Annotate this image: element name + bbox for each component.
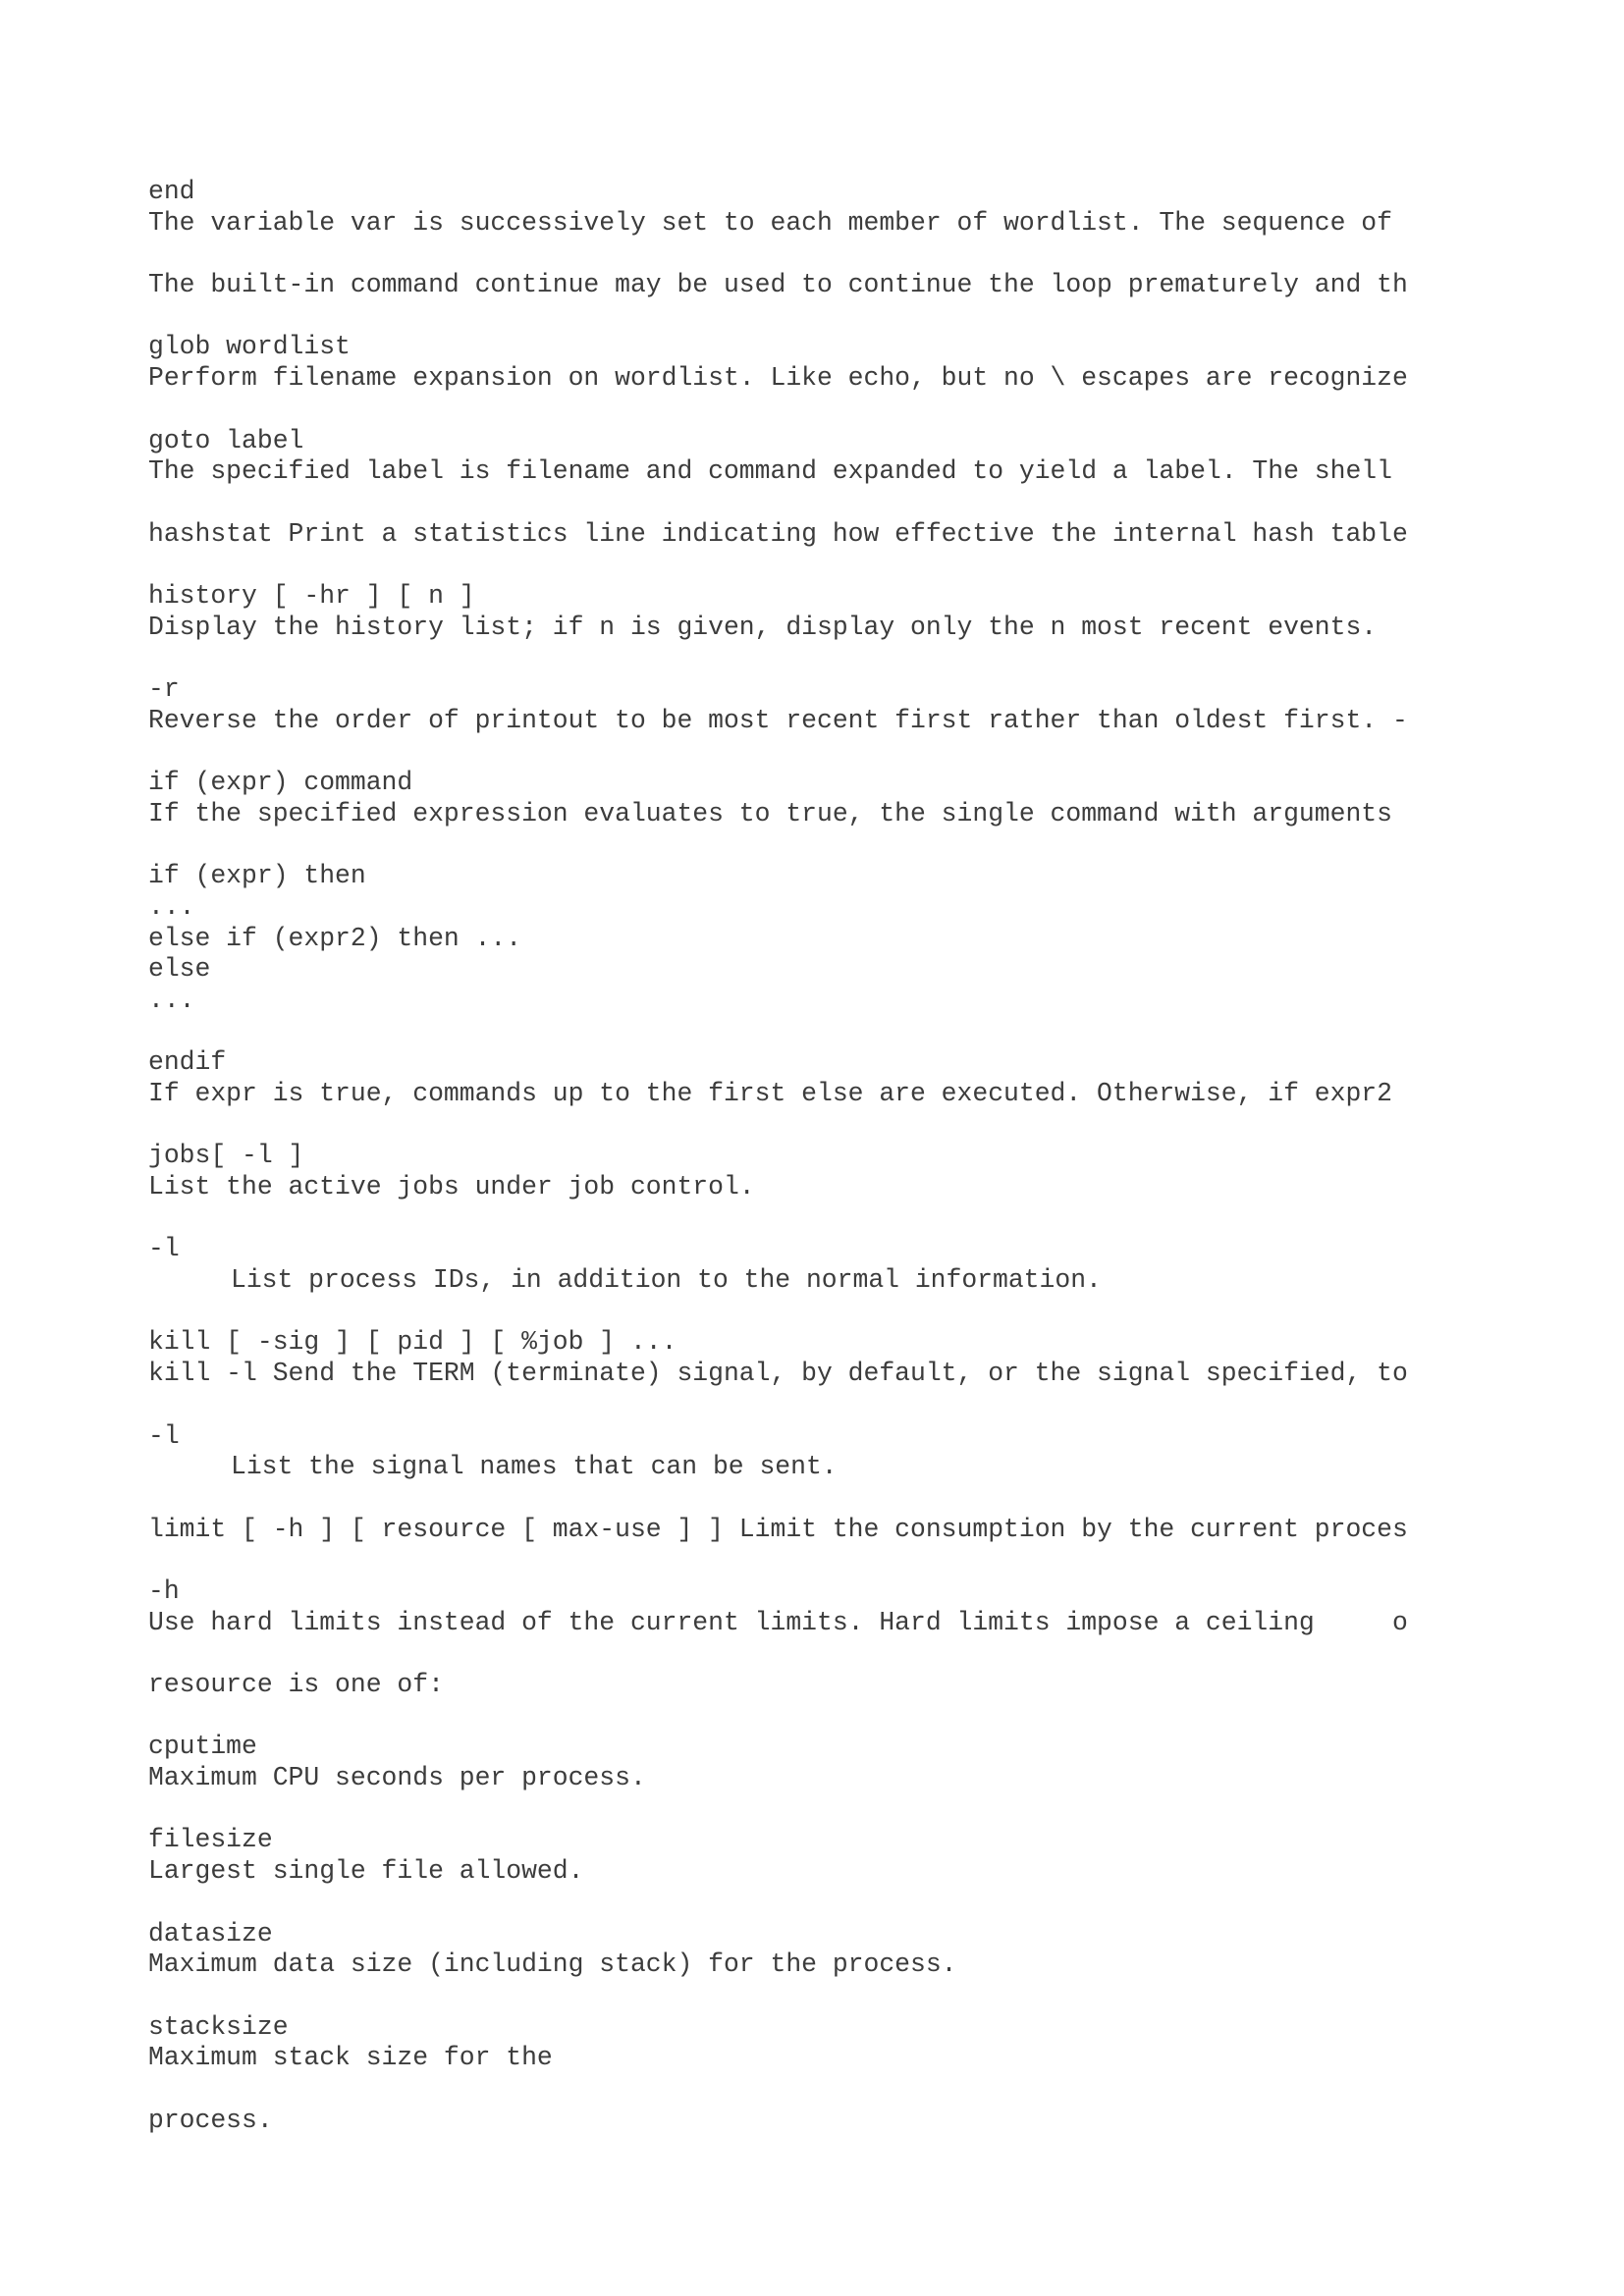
blank-line (148, 1203, 1493, 1235)
blank-line (148, 643, 1493, 674)
text-line: ... (148, 891, 195, 922)
text-line: If the specified expression evaluates to true, the single command with arguments (148, 798, 1392, 828)
resource-description: Maximum stack size for the (148, 2043, 553, 2073)
text-line: hashstat Print a statistics line indicating how effective the internal hash table (148, 518, 1408, 549)
text-line: List the active jobs under job control. (148, 1172, 755, 1201)
text-line: else (148, 954, 211, 985)
option-flag: -l (148, 1234, 180, 1264)
command-heading: glob wordlist (148, 332, 351, 362)
document-body (148, 177, 1493, 2136)
resource-description: Maximum data size (including stack) for the process. (148, 1949, 957, 1980)
blank-line (148, 1701, 1493, 1733)
command-heading: if (expr) command (148, 768, 413, 798)
command-heading: goto label (148, 425, 304, 455)
blank-line (148, 1390, 1493, 1421)
blank-line (148, 1638, 1493, 1670)
text-line: The specified label is filename and command expanded to yield a label. The shell (148, 456, 1392, 487)
option-flag: -r (148, 674, 180, 704)
option-description: List process IDs, in addition to the normal information. (231, 1265, 1102, 1296)
command-heading: kill [ -sig ] [ pid ] [ %job ] ... (148, 1327, 677, 1358)
text-line: endif (148, 1047, 227, 1078)
blank-line (148, 1981, 1493, 2012)
text-line: If expr is true, commands up to the first else are executed. Otherwise, if expr2 (148, 1078, 1392, 1108)
blank-line (148, 1110, 1493, 1142)
resource-name: cputime (148, 1732, 257, 1762)
text-line: limit [ -h ] [ resource [ max-use ] ] Limit the consumption by the current proces (148, 1514, 1408, 1544)
text-line: ... (148, 985, 195, 1015)
blank-line (148, 239, 1493, 270)
resource-description: Maximum CPU seconds per process. (148, 1763, 646, 1793)
blank-line (148, 2074, 1493, 2106)
resource-name: stacksize (148, 2011, 289, 2042)
resource-name: datasize (148, 1918, 273, 1949)
command-heading: if (expr) then (148, 861, 366, 891)
text-line: The variable var is successively set to each member of wordlist. The sequence of (148, 207, 1392, 238)
text-line: Display the history list; if n is given, display only the n most recent events. (148, 612, 1378, 642)
blank-line (148, 301, 1493, 333)
text-line: Use hard limits instead of the current limits. Hard limits impose a ceiling o (148, 1607, 1408, 1637)
resource-description: Largest single file allowed. (148, 1856, 584, 1887)
text-line: resource is one of: (148, 1670, 444, 1699)
blank-line (148, 829, 1493, 861)
blank-line (148, 736, 1493, 768)
text-line: Reverse the order of printout to be most recent first rather than oldest first. - (148, 705, 1408, 735)
blank-line (148, 488, 1493, 519)
text-line: else if (expr2) then ... (148, 923, 522, 953)
blank-line (148, 1794, 1493, 1826)
command-heading: jobs[ -l ] (148, 1141, 304, 1171)
text-line: The built-in command continue may be used to continue the loop prematurely and th (148, 270, 1408, 300)
option-description: List the signal names that can be sent. (231, 1452, 838, 1482)
blank-line (148, 1545, 1493, 1576)
text-line: Perform filename expansion on wordlist. Like echo, but no \ escapes are recognize (148, 363, 1408, 394)
command-heading: history [ -hr ] [ n ] (148, 580, 475, 611)
text-line: end (148, 177, 195, 206)
option-flag: -l (148, 1420, 180, 1451)
text-line: kill -l Send the TERM (terminate) signal, by default, or the signal specified, to (148, 1359, 1408, 1389)
blank-line (148, 1483, 1493, 1515)
blank-line (148, 1888, 1493, 1919)
blank-line (148, 1017, 1493, 1048)
resource-name: filesize (148, 1825, 273, 1855)
blank-line (148, 395, 1493, 426)
blank-line (148, 550, 1493, 581)
blank-line (148, 1297, 1493, 1328)
text-line: process. (148, 2105, 273, 2135)
option-flag: -h (148, 1575, 180, 1606)
